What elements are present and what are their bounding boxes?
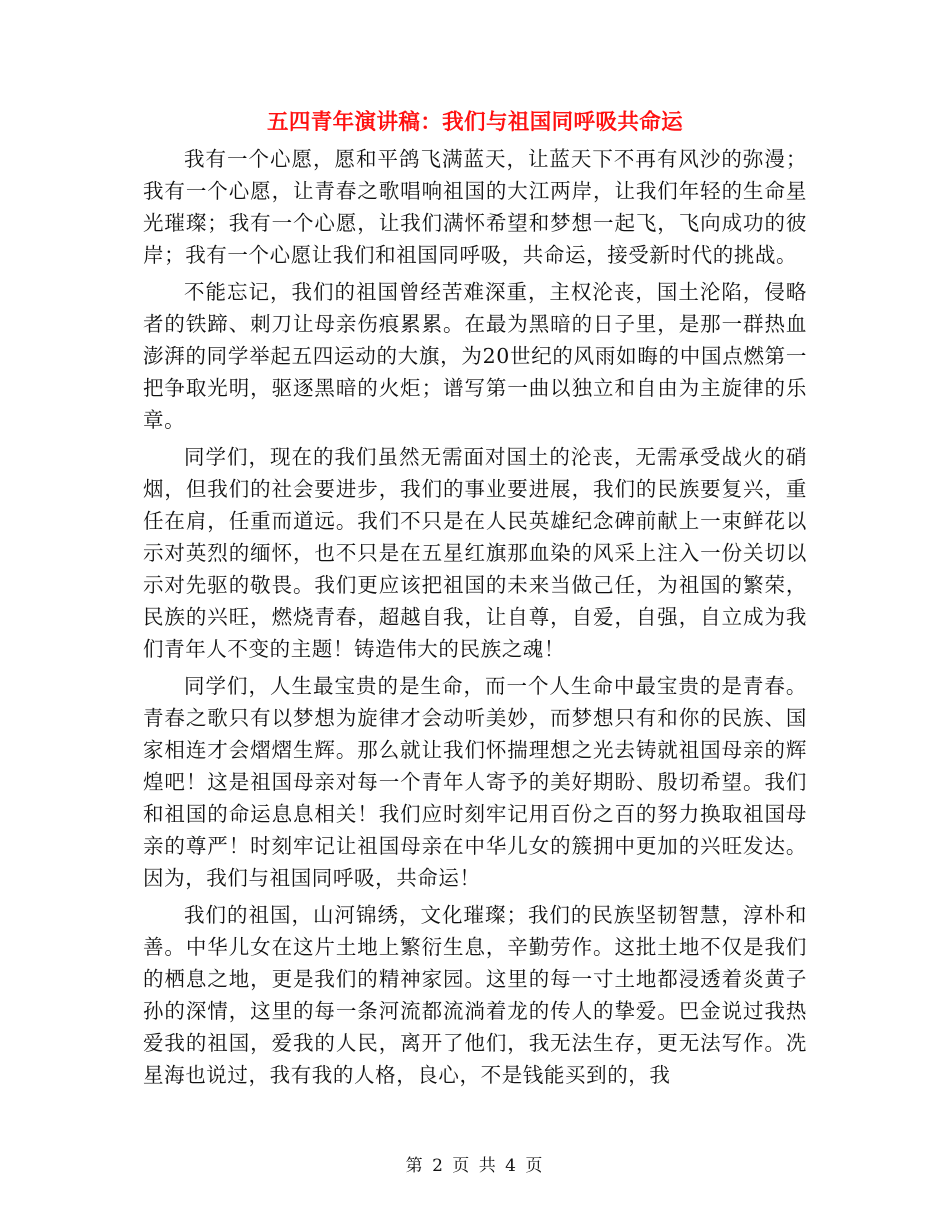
page-number-footer: 第 2 页 共 4 页 [405,1156,545,1176]
document-title: 五四青年演讲稿：我们与祖国同呼吸共命运 [266,110,684,135]
paragraph-3: 同学们，现在的我们虽然无需面对国土的沦丧，无需承受战火的硝烟，但我们的社会要进步，我们的事业要进展，我们的民族要复兴，重任在肩，任重而道远。我们不只是在人民英雄纪念碑前献上一束鲜花以示对英烈的缅怀，也不只是在五星红旗那血染的风采上注入一份关切以示对先驱的敬畏。我们更应该把祖国的未来当做己任，为祖国的繁荣，民族的兴旺，燃烧青春，超越自我，让自尊，自爱，自强，自立成为我们青年人不变的主题！铸造伟大的民族之魂！ [143,445,807,661]
paragraph-2: 不能忘记，我们的祖国曾经苦难深重，主权沦丧，国土沦陷，侵略者的铁蹄、刺刀让母亲伤痕累累。在最为黑暗的日子里，是那一群热血澎湃的同学举起五四运动的大旗，为20世纪的风雨如晦的中国点燃第一把争取光明，驱逐黑暗的火炬；谱写第一曲以独立和自由为主旋律的乐章。 [143,280,807,432]
paragraph-5: 我们的祖国，山河锦绣，文化璀璨；我们的民族坚韧智慧，淳朴和善。中华儿女在这片土地上繁衍生息，辛勤劳作。这批土地不仅是我们的栖息之地，更是我们的精神家园。这里的每一寸土地都浸透着炎黄子孙的深情，这里的每一条河流都流淌着龙的传人的挚爱。巴金说过我热爱我的祖国，爱我的人民，离开了他们，我无法生存，更无法写作。冼星海也说过，我有我的人格，良心，不是钱能买到的，我 [143,903,807,1087]
paragraph-4: 同学们，人生最宝贵的是生命，而一个人生命中最宝贵的是青春。青春之歌只有以梦想为旋律才会动听美妙，而梦想只有和你的民族、国家相连才会熠熠生辉。那么就让我们怀揣理想之光去铸就祖国母亲的辉煌吧！这是祖国母亲对每一个青年人寄予的美好期盼、殷切希望。我们和祖国的命运息息相关！我们应时刻牢记用百份之百的努力换取祖国母亲的尊严！时刻牢记让祖国母亲在中华儿女的簇拥中更加的兴旺发达。因为，我们与祖国同呼吸，共命运！ [143,674,807,890]
document-body [143,143,807,1096]
paragraph-1: 我有一个心愿，愿和平鸽飞满蓝天，让蓝天下不再有风沙的弥漫；我有一个心愿，让青春之歌唱响祖国的大江两岸，让我们年轻的生命星光璀璨；我有一个心愿，让我们满怀希望和梦想一起飞，飞向成功的彼岸；我有一个心愿让我们和祖国同呼吸，共命运，接受新时代的挑战。 [143,147,807,267]
